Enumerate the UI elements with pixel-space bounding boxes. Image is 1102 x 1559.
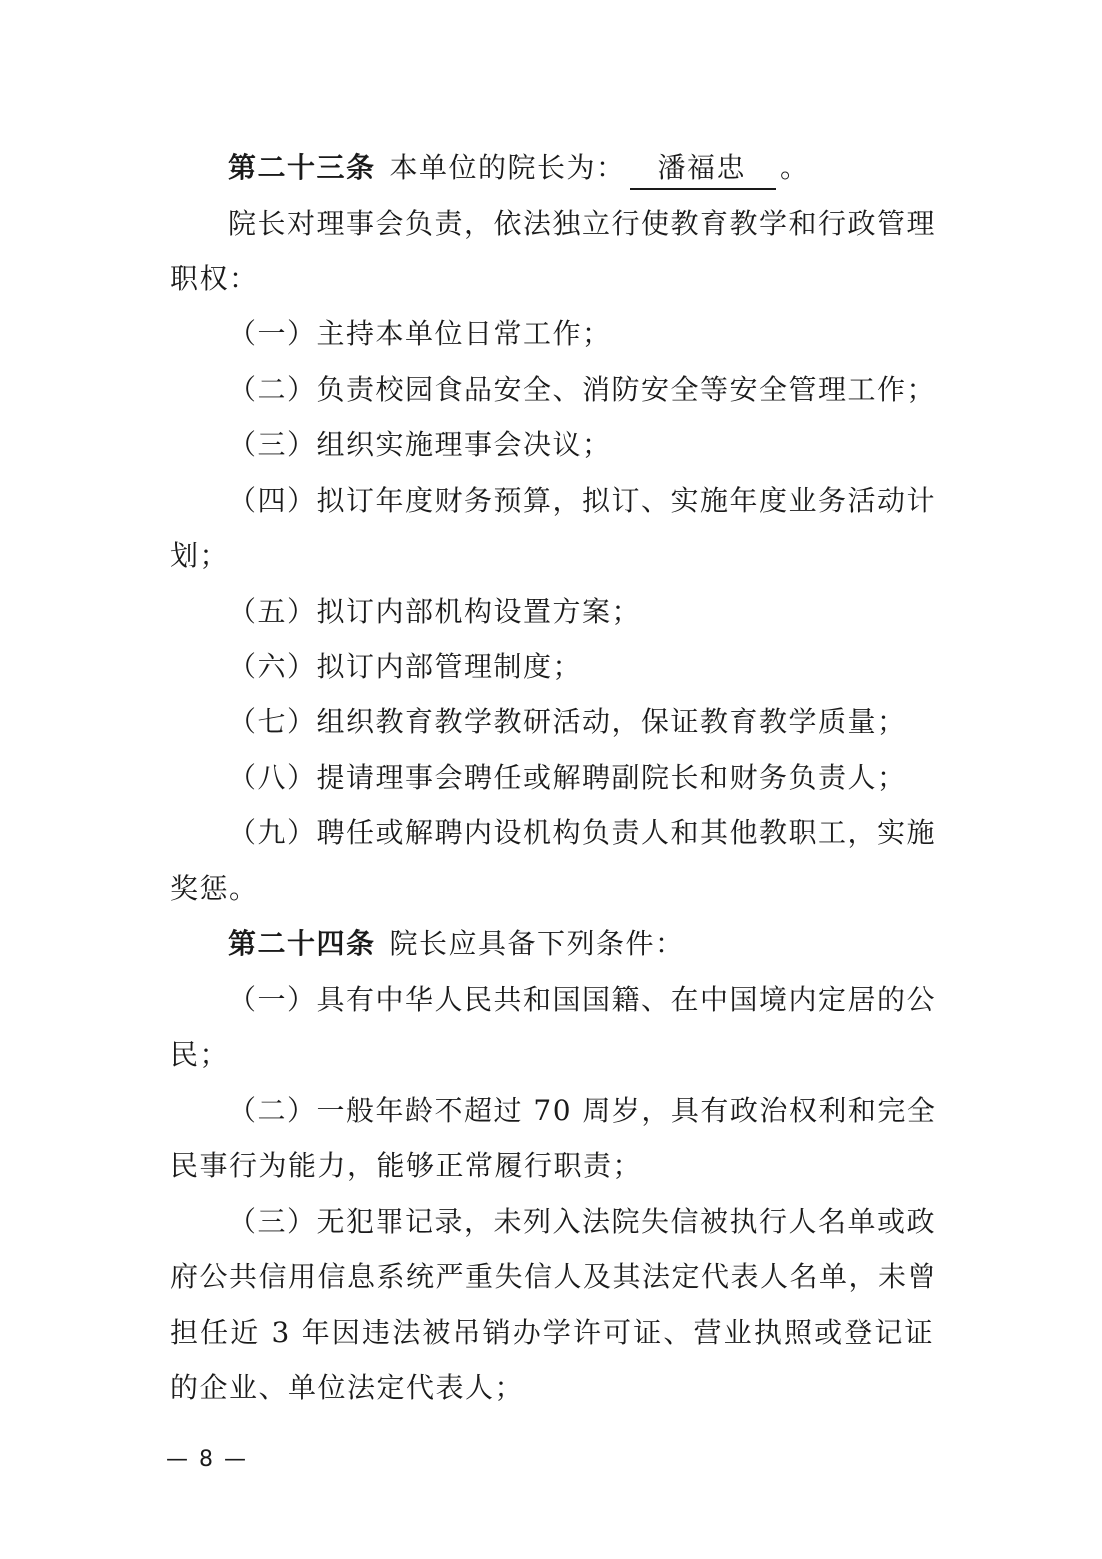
article-24-condition-3-line-1: （三）无犯罪记录，未列入法院失信被执行人名单或政 [228, 1205, 937, 1238]
article-24-condition-2-line-2: 民事行为能力，能够正常履行职责； [170, 1149, 643, 1182]
article-23-item-9-line-2: 奖惩。 [170, 872, 259, 905]
article-24-text: 院长应具备下列条件： [389, 927, 685, 960]
article-23-item-5: （五）拟订内部机构设置方案； [228, 595, 642, 628]
article-23-item-9-line-1: （九）聘任或解聘内设机构负责人和其他教职工，实施 [228, 816, 937, 849]
article-24-condition-3-line-3: 担任近 3 年因违法被吊销办学许可证、营业执照或登记证 [170, 1316, 934, 1349]
president-name-field: 潘福忠 [630, 148, 777, 190]
article-23-intro-line-2: 职权： [170, 262, 259, 295]
article-23-title: 第二十三条 [228, 151, 376, 184]
article-23-intro-line-1: 院长对理事会负责，依法独立行使教育教学和行政管理 [228, 207, 937, 240]
article-23-item-2: （二）负责校园食品安全、消防安全等安全管理工作； [228, 373, 937, 406]
article-23-heading-line [228, 140, 934, 196]
page-number: — 8 — [166, 1447, 248, 1472]
article-24-condition-3-line-4: 的企业、单位法定代表人； [170, 1371, 525, 1404]
article-23-item-4-line-2: 划； [170, 539, 230, 572]
article-24-title: 第二十四条 [228, 927, 376, 960]
article-23-item-1: （一）主持本单位日常工作； [228, 317, 612, 350]
article-23-text-after: 。 [780, 151, 810, 184]
article-23-item-8: （八）提请理事会聘任或解聘副院长和财务负责人； [228, 761, 907, 794]
article-23-item-3: （三）组织实施理事会决议； [228, 428, 612, 461]
article-24-condition-1-line-1: （一）具有中华人民共和国国籍、在中国境内定居的公 [228, 983, 937, 1016]
article-23-text-before: 本单位的院长为： [389, 151, 626, 184]
article-24-condition-3-line-2: 府公共信用信息系统严重失信人及其法定代表人名单，未曾 [170, 1260, 938, 1293]
article-24-condition-1-line-2: 民； [170, 1038, 230, 1071]
article-24-condition-2-line-1: （二）一般年龄不超过 70 周岁，具有政治权利和完全 [228, 1094, 937, 1127]
article-23-item-7: （七）组织教育教学教研活动，保证教育教学质量； [228, 705, 907, 738]
article-24-heading-line [228, 916, 934, 972]
article-23-item-6: （六）拟订内部管理制度； [228, 650, 583, 683]
article-23-item-4-line-1: （四）拟订年度财务预算，拟订、实施年度业务活动计 [228, 484, 937, 517]
